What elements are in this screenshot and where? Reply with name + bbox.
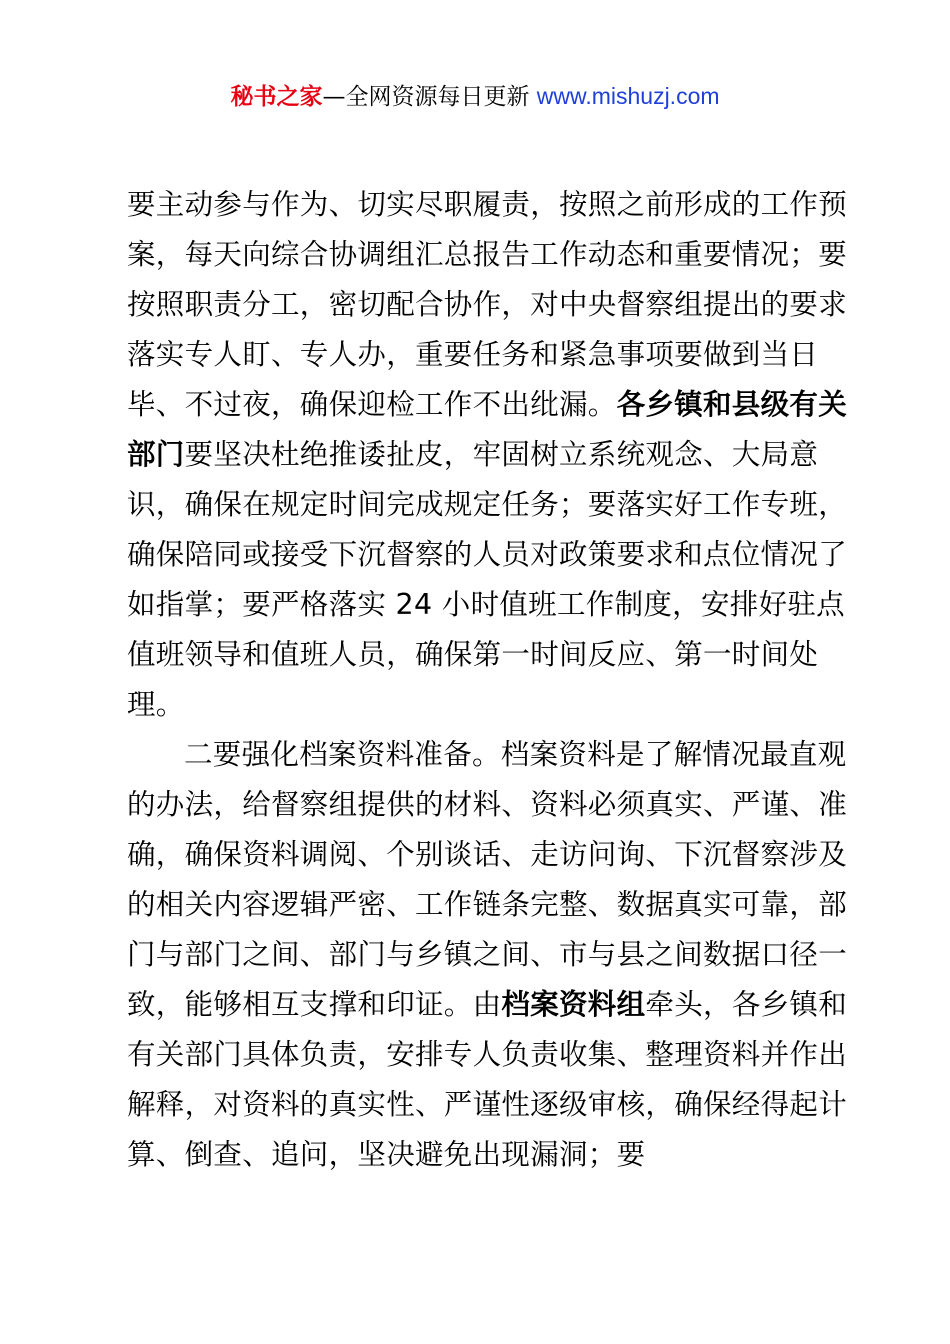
header-slogan: —全网资源每日更新 — [322, 84, 537, 110]
site-url-link[interactable]: www.mishuzj.com — [536, 83, 720, 109]
document-body — [127, 180, 857, 1180]
paragraph-2-bold-subject: 档案资料组 — [501, 988, 646, 1021]
paragraph-2-text-a: 二要强化档案资料准备。档案资料是了解情况最直观的办法，给督察组提供的材料、资料必须真实、严谨、准确，确保资料调阅、个别谈话、走访问询、下沉督察涉及的相关内容逻辑严密、工作链条完整、数据真实可靠，部门与部门之间、部门与乡镇之间、市与县之间数据口径一致，能够相互支撑和印证。由 — [127, 738, 848, 1021]
paragraph-1 — [127, 180, 857, 730]
paragraph-2-text-b: 牵头，各乡镇和有关部门具体负责，安排专人负责收集、整理资料并作出解释，对资料的真实性、严谨性逐级审核，确保经得起计算、倒查、追问，坚决避免出现漏洞；要 — [127, 988, 848, 1171]
paragraph-2 — [127, 730, 857, 1180]
paragraph-1-bold-subject: 各乡镇和县级有关部门 — [127, 388, 848, 471]
paragraph-1-text-b: 要坚决杜绝推诿扯皮，牢固树立系统观念、大局意识，确保在规定时间完成规定任务；要落实好工作专班，确保陪同或接受下沉督察的人员对政策要求和点位情况了如指掌；要严格落实 24 小时值班工作制度，安排好驻点值班领导和值班人员，确保第一时间反应、第一时间处理。 — [127, 438, 848, 721]
paragraph-1-text-a: 要主动参与作为、切实尽职履责，按照之前形成的工作预案，每天向综合协调组汇总报告工作动态和重要情况；要按照职责分工，密切配合协作，对中央督察组提出的要求落实专人盯、专人办，重要任务和紧急事项要做到当日毕、不过夜，确保迎检工作不出纰漏。 — [127, 188, 848, 421]
brand-name: 秘书之家 — [230, 84, 323, 110]
page-header — [0, 78, 950, 115]
